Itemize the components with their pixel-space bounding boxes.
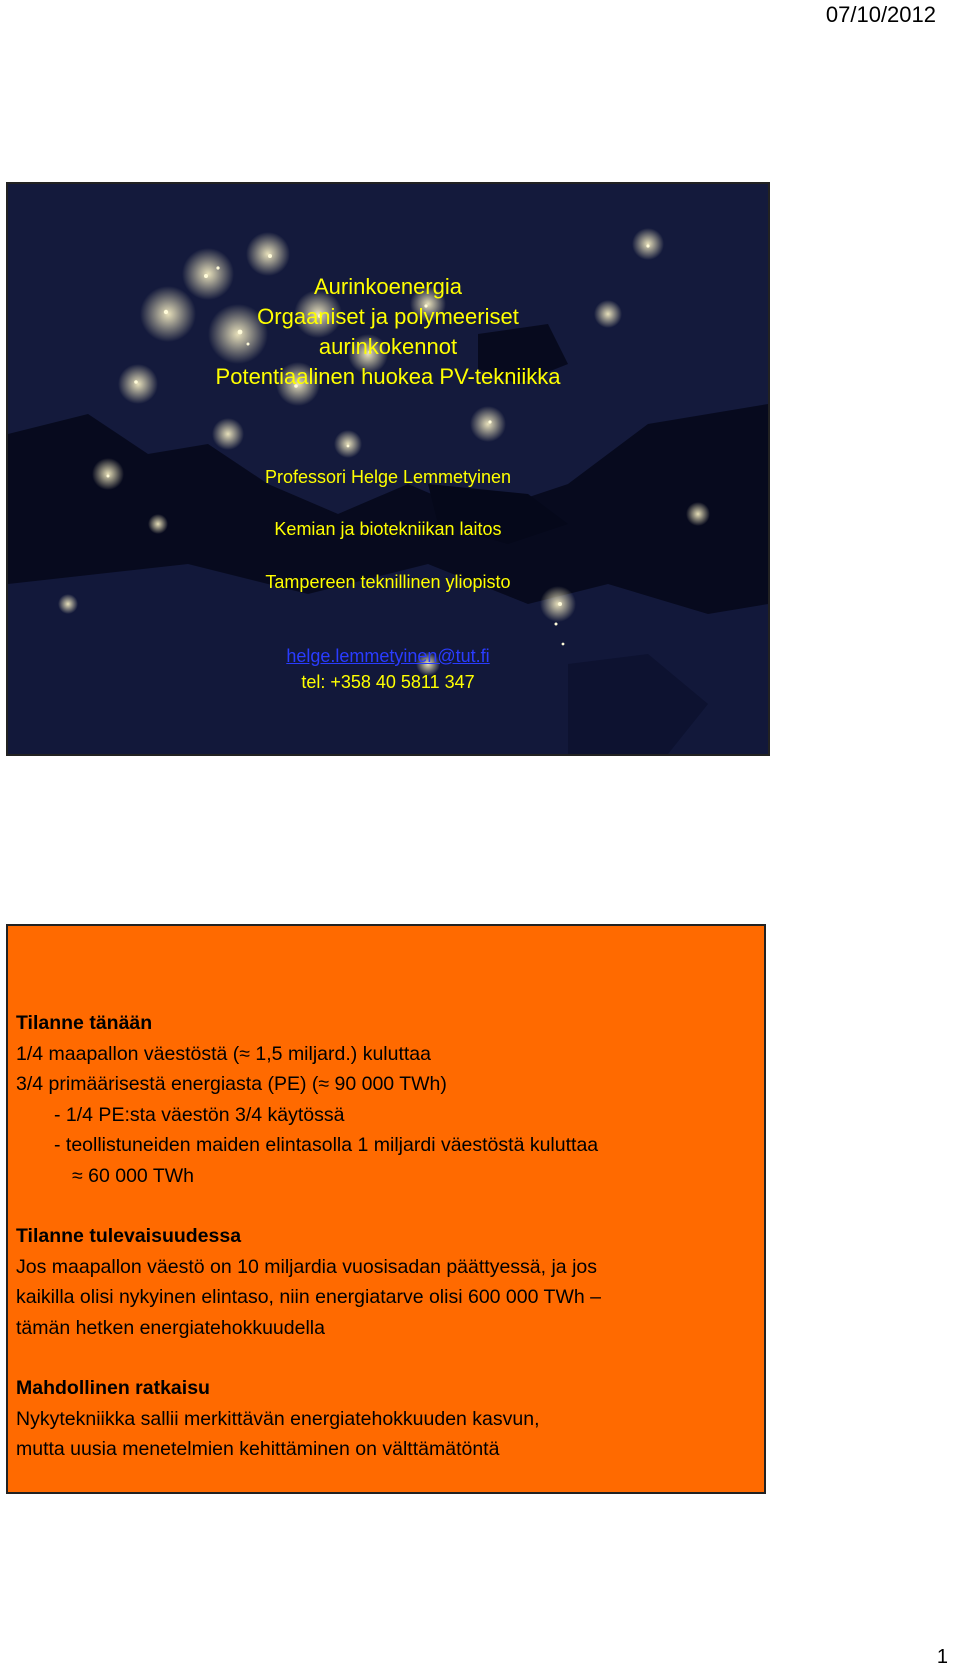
- text-line: mutta uusia menetelmien kehittäminen on välttämätöntä: [16, 1438, 500, 1460]
- slide-text: [16, 1008, 756, 1465]
- author-name: Professori Helge Lemmetyinen: [264, 467, 512, 487]
- title-line: Orgaaniset ja polymeeriset: [257, 304, 519, 329]
- phone-number: tel: +358 40 5811 347: [301, 672, 475, 692]
- text-line: ≈ 60 000 TWh: [72, 1164, 194, 1187]
- content-slide: [6, 924, 766, 1494]
- text-line: 3/4 primäärisestä energiasta (PE) (≈ 90 000 TWh): [16, 1073, 447, 1095]
- text-line: 1/4 maapallon väestöstä (≈ 1,5 miljard.) kuluttaa: [16, 1042, 431, 1065]
- bullet-line: - 1/4 PE:sta väestön 3/4 käytössä: [54, 1103, 345, 1126]
- university: Tampereen teknillinen yliopisto: [265, 572, 511, 592]
- section-heading: Mahdollinen ratkaisu: [16, 1377, 210, 1399]
- bullet-line: - teollistuneiden maiden elintasolla 1 miljardi väestöstä kuluttaa: [54, 1134, 599, 1156]
- page-number: 1: [936, 1646, 948, 1668]
- title-line: Potentiaalinen huokea PV-tekniikka: [215, 364, 561, 389]
- presentation-title: [8, 272, 768, 392]
- page-date: 07/10/2012: [825, 2, 936, 27]
- text-line: kaikilla olisi nykyinen elintaso, niin energiatarve olisi 600 000 TWh –: [16, 1286, 601, 1308]
- text-line: Jos maapallon väestö on 10 miljardia vuosisadan päättyessä, ja jos: [16, 1255, 598, 1278]
- email-link[interactable]: helge.lemmetyinen@tut.fi: [286, 646, 490, 666]
- text-line: tämän hetken energiatehokkuudella: [16, 1316, 325, 1339]
- text-line: Nykytekniikka sallii merkittävän energiatehokkuuden kasvun,: [16, 1407, 540, 1430]
- department: Kemian ja biotekniikan laitos: [274, 519, 502, 539]
- section-heading: Tilanne tänään: [16, 1012, 153, 1034]
- title-slide: [6, 182, 770, 756]
- section-heading: Tilanne tulevaisuudessa: [16, 1225, 242, 1247]
- title-line: aurinkokennot: [318, 334, 458, 359]
- title-line: Aurinkoenergia: [314, 274, 462, 299]
